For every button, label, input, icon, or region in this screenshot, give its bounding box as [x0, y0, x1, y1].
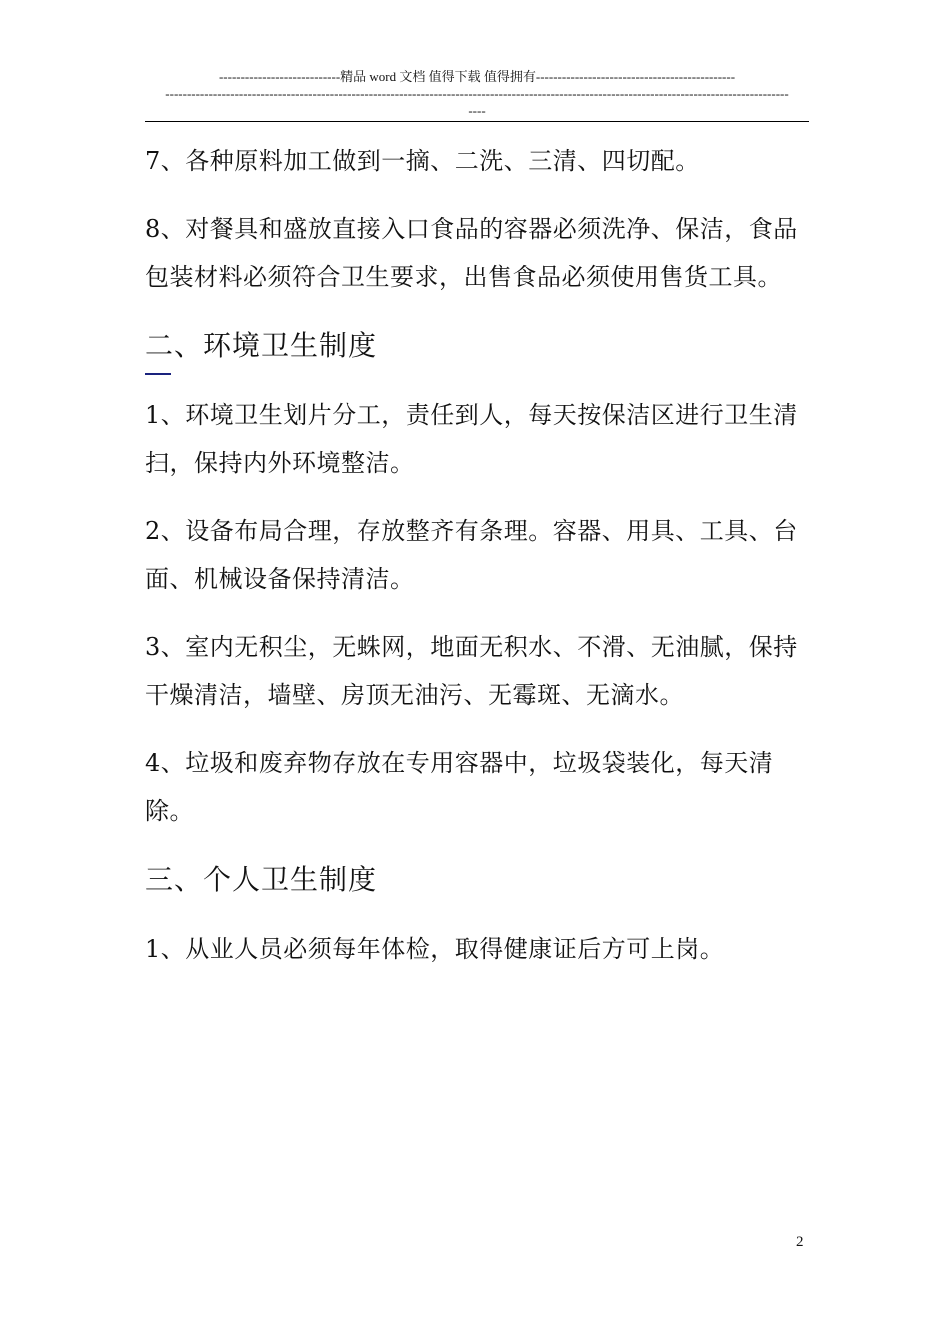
paragraph-env-2: 2、设备布局合理，存放整齐有条理。容器、用具、工具、台面、机械设备保持清洁。 [145, 517, 798, 593]
document-body [145, 137, 801, 993]
section-heading-personal: 三、个人卫生制度 [145, 863, 378, 896]
paragraph-item-8: 8、对餐具和盛放直接入口食品的容器必须洗净、保洁，食品包装材料必须符合卫生要求，出售食品必须使用售货工具。 [145, 215, 798, 291]
page-number: 2 [796, 1234, 804, 1250]
header-dash-line: ------------------------------------------------------------------------------------------------------------------------------------------------ [165, 86, 789, 101]
paragraph-env-1: 1、环境卫生划片分工，责任到人，每天按保洁区进行卫生清扫，保持内外环境整洁。 [145, 401, 798, 477]
heading-underline-mark [145, 373, 171, 375]
paragraph-personal-1: 1、从业人员必须每年体检，取得健康证后方可上岗。 [145, 935, 725, 963]
page-header [145, 68, 809, 119]
header-banner-text: ----------------------------精品 word 文档 值得下载 值得拥有---------------------------------------------- [218, 69, 736, 84]
section-heading-environment [145, 321, 801, 371]
paragraph-env-3: 3、室内无积尘，无蛛网，地面无积水、不滑、无油腻，保持干燥清洁，墙壁、房顶无油污、无霉斑、无滴水。 [145, 633, 798, 709]
header-rule [145, 121, 809, 122]
paragraph-env-4: 4、垃圾和废弃物存放在专用容器中，垃圾袋装化，每天清除。 [145, 749, 774, 825]
section-heading-text: 二、环境卫生制度 [145, 329, 378, 362]
paragraph-item-7: 7、各种原料加工做到一摘、二洗、三清、四切配。 [145, 147, 700, 175]
header-dash-tail: ---- [468, 103, 486, 118]
